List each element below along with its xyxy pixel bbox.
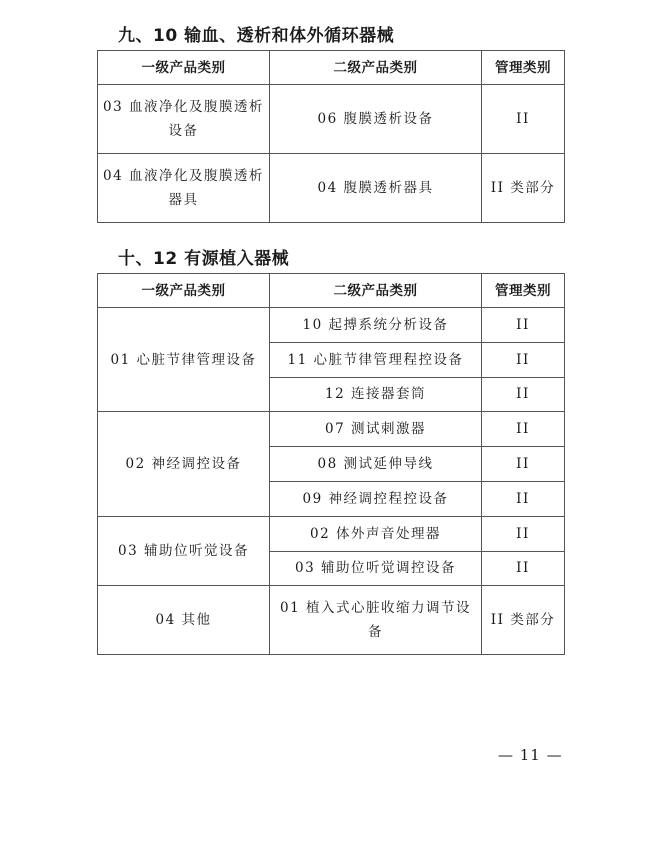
level1-cell: 03 辅助位听觉设备 bbox=[98, 516, 270, 586]
level1-cell: 01 心脏节律管理设备 bbox=[98, 308, 270, 412]
section-10-title: 十、12 有源植入器械 bbox=[118, 249, 290, 269]
section-9-title: 九、10 输血、透析和体外循环器械 bbox=[118, 26, 395, 46]
level1-cell: 04 血液净化及腹膜透析器具 bbox=[98, 154, 270, 223]
table-row bbox=[98, 586, 565, 655]
level2-cell: 07 测试刺激器 bbox=[270, 412, 482, 447]
class-cell: II 类部分 bbox=[482, 154, 565, 223]
level2-cell: 01 植入式心脏收缩力调节设备 bbox=[270, 586, 482, 655]
class-cell: II bbox=[482, 85, 565, 154]
table-header-row bbox=[98, 274, 565, 308]
level2-cell: 12 连接器套筒 bbox=[270, 377, 482, 412]
header-level2: 二级产品类别 bbox=[270, 274, 482, 308]
section-10-table bbox=[97, 273, 565, 655]
level2-cell: 03 辅助位听觉调控设备 bbox=[270, 551, 482, 586]
table-header-row bbox=[98, 51, 565, 85]
class-cell: II bbox=[482, 377, 565, 412]
table-row bbox=[98, 516, 565, 551]
class-cell: II bbox=[482, 308, 565, 343]
level1-cell: 02 神经调控设备 bbox=[98, 412, 270, 516]
page-number: — 11 — bbox=[498, 746, 563, 764]
class-cell: II bbox=[482, 481, 565, 516]
level2-cell: 04 腹膜透析器具 bbox=[270, 154, 482, 223]
class-cell: II bbox=[482, 342, 565, 377]
level2-cell: 09 神经调控程控设备 bbox=[270, 481, 482, 516]
table-row bbox=[98, 85, 565, 154]
class-cell: II bbox=[482, 412, 565, 447]
level2-cell: 10 起搏系统分析设备 bbox=[270, 308, 482, 343]
table-row bbox=[98, 412, 565, 447]
table-row bbox=[98, 154, 565, 223]
header-level1: 一级产品类别 bbox=[98, 51, 270, 85]
level1-cell: 04 其他 bbox=[98, 586, 270, 655]
level2-cell: 02 体外声音处理器 bbox=[270, 516, 482, 551]
header-class: 管理类别 bbox=[482, 274, 565, 308]
table-row bbox=[98, 308, 565, 343]
level2-cell: 11 心脏节律管理程控设备 bbox=[270, 342, 482, 377]
class-cell: II bbox=[482, 551, 565, 586]
class-cell: II bbox=[482, 516, 565, 551]
section-9-table bbox=[97, 50, 565, 223]
level2-cell: 08 测试延伸导线 bbox=[270, 447, 482, 482]
level1-cell: 03 血液净化及腹膜透析设备 bbox=[98, 85, 270, 154]
header-class: 管理类别 bbox=[482, 51, 565, 85]
class-cell: II bbox=[482, 447, 565, 482]
header-level1: 一级产品类别 bbox=[98, 274, 270, 308]
header-level2: 二级产品类别 bbox=[270, 51, 482, 85]
class-cell: II 类部分 bbox=[482, 586, 565, 655]
level2-cell: 06 腹膜透析设备 bbox=[270, 85, 482, 154]
